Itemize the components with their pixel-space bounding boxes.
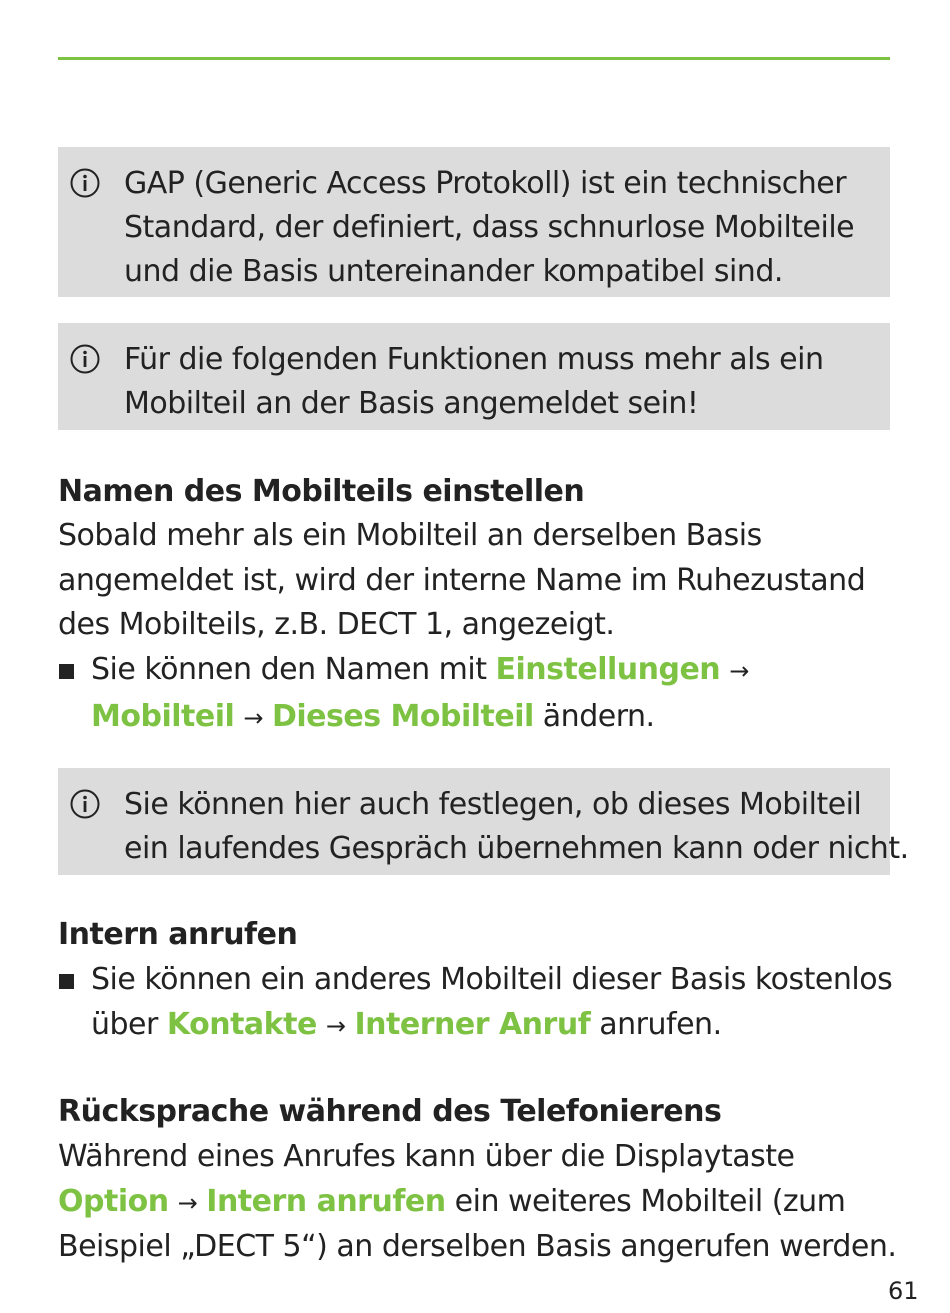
info-note-multiple-handsets [58, 323, 890, 430]
bullet-line [91, 1002, 892, 1049]
menu-path-dieses-mobilteil: Dieses Mobilteil [271, 699, 534, 734]
section-heading-ruecksprache: Rücksprache während des Telefonierens [58, 1094, 722, 1129]
bullet-text: über [91, 1007, 167, 1042]
bullet-line [91, 647, 749, 694]
page-number: 61 [888, 1277, 919, 1305]
bullet-text: anrufen. [590, 1007, 722, 1042]
paragraph-line: des Mobilteils, z.B. DECT 1, angezeigt. [58, 607, 615, 642]
info-icon [70, 789, 100, 819]
note-line: und die Basis untereinander kompatibel sind. [124, 254, 783, 289]
bullet-item-rename [58, 647, 749, 741]
note-line: Standard, der definiert, dass schnurlose Mobilteile [124, 210, 855, 245]
section-heading-name: Namen des Mobilteils einstellen [58, 474, 585, 509]
bullet-square-icon [59, 664, 74, 679]
menu-path-mobilteil: Mobilteil [91, 699, 235, 734]
info-icon [70, 344, 100, 374]
paragraph-line: Beispiel „DECT 5“) an derselben Basis angerufen werden. [58, 1229, 897, 1264]
bullet-square-icon [59, 974, 74, 989]
note-line: ein laufendes Gespräch übernehmen kann oder nicht. [124, 831, 909, 866]
info-note-takeover [58, 768, 909, 875]
info-icon [70, 168, 100, 198]
arrow-icon: → [325, 1012, 346, 1040]
menu-path-einstellungen: Einstellungen [495, 652, 721, 687]
paragraph-text: ein weiteres Mobilteil (zum [445, 1183, 846, 1219]
menu-path-kontakte: Kontakte [166, 1007, 317, 1042]
arrow-icon: → [243, 704, 263, 732]
section-heading-intern: Intern anrufen [58, 917, 298, 952]
menu-path-option: Option [58, 1183, 169, 1219]
bullet-item-intern-call [58, 957, 892, 1049]
top-accent-rule [58, 57, 890, 60]
section-name-paragraph [58, 514, 865, 648]
paragraph-line: Sobald mehr als ein Mobilteil an derselben Basis [58, 518, 762, 553]
menu-path-interner-anruf: Interner Anruf [354, 1007, 591, 1042]
paragraph-line: Während eines Anrufes kann über die Displaytaste [58, 1139, 795, 1174]
arrow-icon: → [729, 657, 749, 685]
info-note-gap [58, 147, 890, 297]
menu-path-intern-anrufen: Intern anrufen [206, 1183, 446, 1219]
bullet-line: Sie können ein anderes Mobilteil dieser Basis kostenlos [91, 962, 893, 997]
section-ruecksprache-paragraph [58, 1135, 896, 1270]
paragraph-line: angemeldet ist, wird der interne Name im Ruhezustand [58, 562, 866, 598]
note-line: Für die folgenden Funktionen muss mehr als ein [124, 342, 824, 377]
paragraph-line [58, 1180, 896, 1226]
bullet-line [91, 694, 749, 741]
note-line: GAP (Generic Access Protokoll) ist ein technischer [124, 166, 847, 201]
arrow-icon: → [177, 1188, 198, 1217]
note-line: Sie können hier auch festlegen, ob dieses Mobilteil [124, 787, 862, 822]
bullet-text: Sie können den Namen mit [91, 652, 496, 687]
bullet-text: ändern. [533, 699, 655, 734]
note-line: Mobilteil an der Basis angemeldet sein! [124, 386, 699, 421]
